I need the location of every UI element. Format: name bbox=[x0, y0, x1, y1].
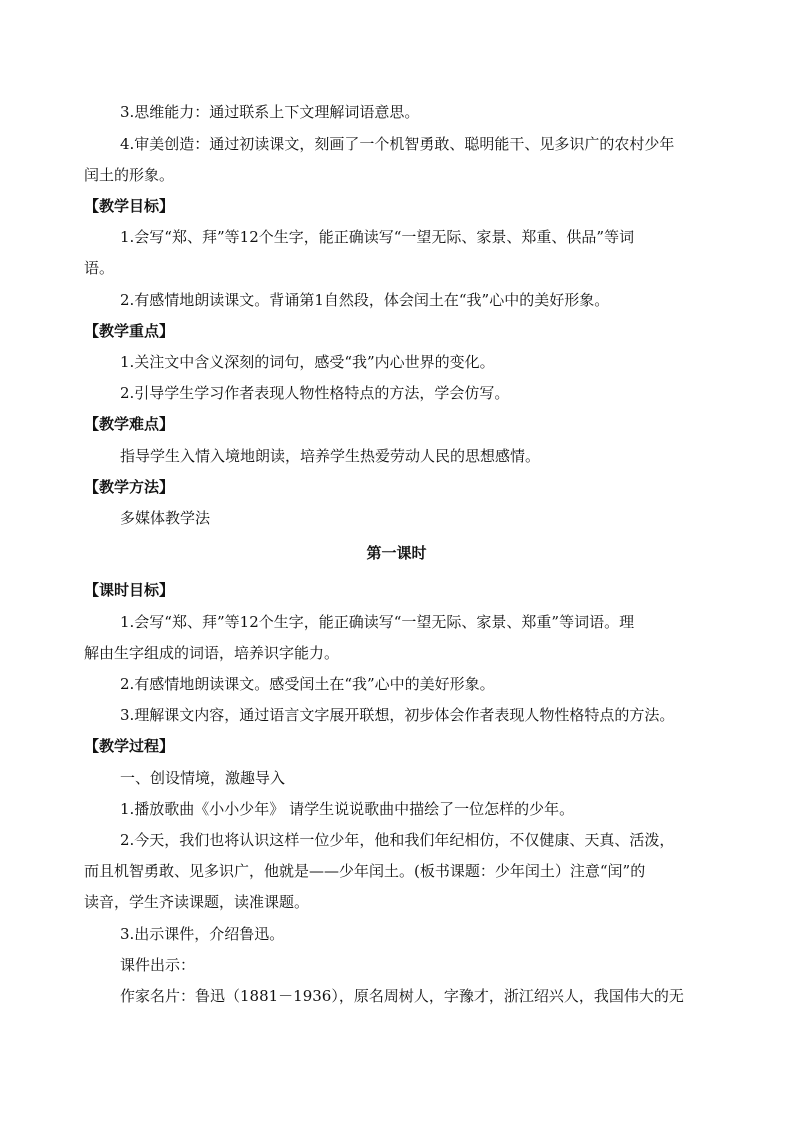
paragraph-line: 语。 bbox=[84, 259, 115, 277]
paragraph-line: 1.关注文中含义深刻的词句，感受“我”内心世界的变化。 bbox=[120, 353, 495, 371]
paragraph-line: 读音，学生齐读课题，读准课题。 bbox=[84, 893, 310, 911]
paragraph-line: 1.播放歌曲《小小少年》 请学生说说歌曲中描绘了一位怎样的少年。 bbox=[120, 800, 575, 818]
paragraph-line: 2.引导学生学习作者表现人物性格特点的方法，学会仿写。 bbox=[120, 384, 510, 402]
paragraph-line: 3.理解课文内容，通过语言文字展开联想，初步体会作者表现人物性格特点的方法。 bbox=[120, 706, 675, 724]
section-heading: 【教学过程】 bbox=[84, 737, 175, 755]
paragraph-line: 解由生字组成的词语，培养识字能力。 bbox=[84, 644, 340, 662]
paragraph-line: 2.今天，我们也将认识这样一位少年，他和我们年纪相仿，不仅健康、天真、活泼， bbox=[120, 831, 675, 849]
paragraph-line: 指导学生入情入境地朗读，培养学生热爱劳动人民的思想感情。 bbox=[120, 447, 541, 465]
paragraph-line: 闰土的形象。 bbox=[84, 166, 175, 184]
paragraph-line: 课件出示： bbox=[120, 956, 196, 974]
paragraph-line: 3.出示课件，介绍鲁迅。 bbox=[120, 925, 285, 943]
paragraph-line: 4.审美创造：通过初读课文，刻画了一个机智勇敢、聪明能干、见多识广的农村少年 bbox=[120, 135, 675, 153]
paragraph-line: 而且机智勇敢、见多识广，他就是——少年闰土。(板书课题：少年闰土）注意“闰”的 bbox=[84, 862, 646, 880]
lesson-title: 第一课时 bbox=[366, 544, 427, 562]
paragraph-line: 多媒体教学法 bbox=[120, 509, 211, 527]
paragraph-line: 一、创设情境，激趣导入 bbox=[120, 769, 286, 787]
paragraph-line: 作家名片：鲁迅（1881－1936），原名周树人，字豫才，浙江绍兴人，我国伟大的无 bbox=[120, 987, 684, 1005]
paragraph-line: 1.会写“郑、拜”等12个生字，能正确读写“一望无际、家景、郑重”等词语。理 bbox=[120, 613, 635, 631]
paragraph-line: 1.会写“郑、拜”等12个生字，能正确读写“一望无际、家景、郑重、供品”等词 bbox=[120, 228, 635, 246]
section-heading: 【教学目标】 bbox=[84, 197, 175, 215]
paragraph-line: 2.有感情地朗读课文。背诵第1自然段，体会闰土在“我”心中的美好形象。 bbox=[120, 291, 610, 309]
section-heading: 【课时目标】 bbox=[84, 581, 175, 599]
paragraph-line: 2.有感情地朗读课文。感受闰土在“我”心中的美好形象。 bbox=[120, 675, 495, 693]
section-heading: 【教学方法】 bbox=[84, 478, 175, 496]
section-heading: 【教学重点】 bbox=[84, 322, 175, 340]
section-heading: 【教学难点】 bbox=[84, 415, 175, 433]
paragraph-line: 3.思维能力：通过联系上下文理解词语意思。 bbox=[120, 103, 420, 121]
